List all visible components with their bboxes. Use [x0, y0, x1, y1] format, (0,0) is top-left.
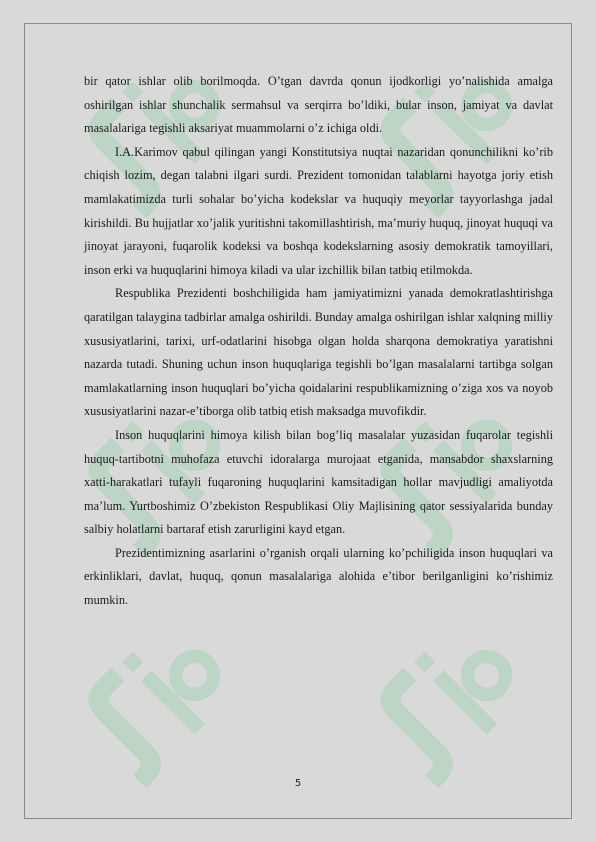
paragraph-continuation: bir qator ishlar olib borilmoqda. O’tgan davrda qonun ijodkorligi yo’nalishida amalga oshirilgan ishlar shunchalik sermahsul va serqirra bo’ldiki, bular inson, jamiyat va davlat masalalariga tegishli aksariyat muammolarni o’z ichiga oldi.	[84, 74, 553, 136]
document-body	[84, 70, 553, 613]
paragraph-president-works: Prezidentimizning asarlarini o’rganish orqali ularning ko’pchiligida inson huquqlari va erkinliklari, davlat, huquq, qonun masalalariga alohida e’tibor berilganligini ko’rishimiz mumkin.	[84, 545, 553, 608]
paragraph-karimov-constitution: I.A.Karimov qabul qilingan yangi Konstitutsiya nuqtai nazaridan qonunchilikni ko’rib chiqish lozim, degan talabni ilgari surdi. Prezident tomonidan talablarni hayotga joriy etish mamlakatimizda turli sohalar bo’yicha kodekslar va huquqiy meyorlar tayyorlashga jadal kirishildi. Bu hujjatlar xo’jalik yuritishni takomillashtirish, ma’muriy huquq, jinoyat huquqi va jinoyat jarayoni, fuqarolik kodeksi va boshqa kodekslarning asosiy demokratik tamoyillari, inson erki va huquqlarini himoya kiladi va ular izchillik bilan tatbiq etilmokda.	[84, 144, 553, 277]
paragraph-president-democratization: Respublika Prezidenti boshchiligida ham jamiyatimizni yanada demokratlashtirishga qaratilgan talaygina tadbirlar amalga oshirildi. Bunday amalga oshirilgan ishlar xalqning milliy xususiyatlarini, tarixi, urf-odatlarini hisobga olgan holda sharqona demokratiya yaratishni nazarda tutadi. Shuning uchun inson huquqlariga tegishli bo’lgan masalalarni tartibga solgan mamlakatlarning inson huquqlari bo’yicha qoidalarini respublikamizning o’ziga xos va noyob xususiyatlarini nazar-e’tiborga olib tatbiq etish maksadga muvofikdir.	[84, 286, 553, 419]
paragraph-human-rights-protection: Inson huquqlarini himoya kilish bilan bog’liq masalalar yuzasidan fuqarolar tegishli huquq-tartibotni muhofaza etuvchi idoralarga murojaat etganida, mansabdor shaxslarning xatti-harakatlari tufayli fuqaroning huquqlarini kamsitadigan hollar mavjudligi amaliyotda ma’lum. Yurtboshimiz O’zbekiston Respublikasi Oliy Majlisining qator sessiyalarida bunday salbiy holatlarni bartaraf etish zarurligini kayd etgan.	[84, 427, 553, 537]
page-number: 5	[294, 778, 302, 789]
